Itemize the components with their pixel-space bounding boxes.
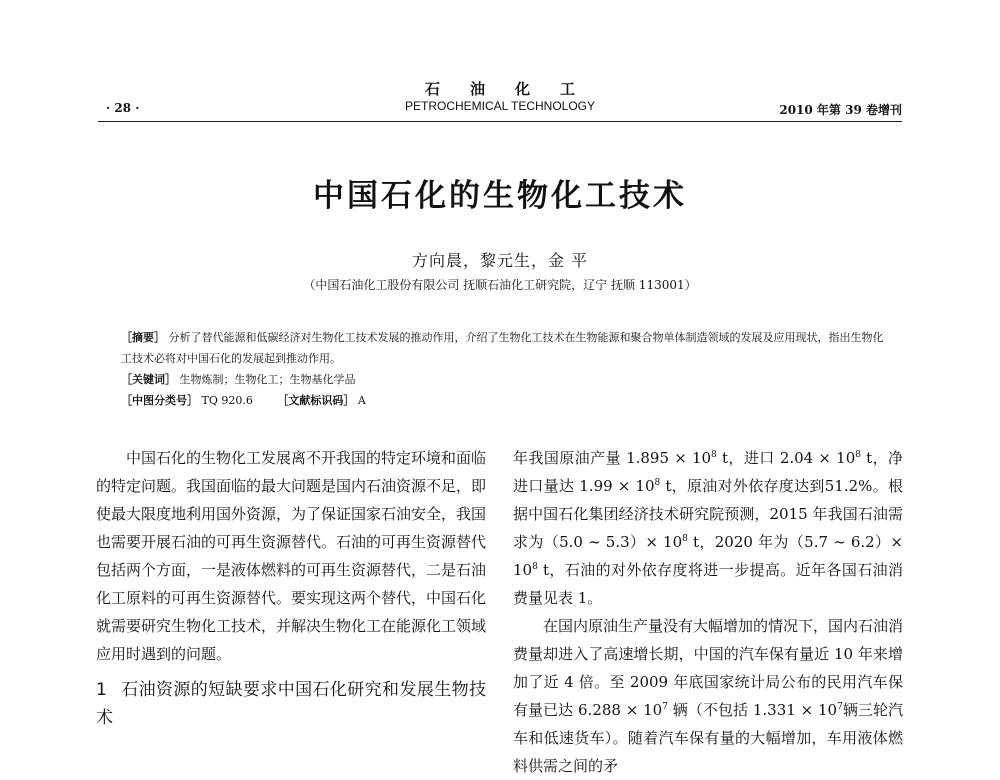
- issue-info: 2010 年第 39 卷增刊: [779, 103, 902, 117]
- article-title: 中国石化的生物化工技术: [313, 178, 687, 214]
- section-heading-1: [96, 676, 486, 732]
- class-label: ［中图分类号］: [121, 394, 198, 407]
- abstract-text: 分析了替代能源和低碳经济对生物化工技术发展的推动作用，介绍了生物化工技术在生物能源和聚合物单体制造领域的发展及应用现状，指出生物化工技术必将对中国石化的发展起到推动作用。: [121, 331, 884, 365]
- abstract: [121, 327, 891, 369]
- classification: [121, 390, 891, 411]
- section-title: 石油资源的短缺要求中国石化研究和发展生物技术: [96, 680, 486, 728]
- journal-name-en: PETROCHEMICAL TECHNOLOGY: [404, 99, 596, 113]
- class-value: TQ 920.6: [201, 394, 253, 407]
- keywords-text: 生物炼制；生物化工；生物基化学品: [179, 373, 356, 386]
- journal-name-cn: 石油化工: [424, 80, 605, 98]
- affiliation: （中国石油化工股份有限公司 抚顺石油化工研究院，辽宁 抚顺 113001）: [303, 278, 697, 292]
- header-rule: [98, 121, 902, 122]
- doc-code-value: A: [357, 394, 366, 407]
- keywords: [121, 369, 891, 390]
- right-column: [513, 444, 903, 780]
- abstract-block: [121, 327, 891, 411]
- intro-paragraph: 中国石化的生物化工发展离不开我国的特定环境和面临的特定问题。我国面临的最大问题是国内石油资源不足，即使最大限度地利用国外资源，为了保证国家石油安全，我国也需要开展石油的可再生资源替代。石油的可再生资源替代包括两个方面，一是液体燃料的可再生资源替代，二是石油化工原料的可再生资源替代。要实现这两个替代，中国石化就需要研究生物化工技术，并解决生物化工在能源化工领域应用时遇到的问题。: [96, 449, 487, 663]
- left-column: [96, 444, 486, 732]
- abstract-label: ［摘要］: [121, 331, 165, 344]
- paragraph-3: 在国内原油生产量没有大幅增加的情况下，国内石油消费量却进入了高速增长期，中国的汽车保有量近 10 年来增加了近 4 倍。至 2009 年底国家统计局公布的民用汽车保有量已达 $6.288 \times 10^7$ 辆（不包括 $1.331 \times 10^7$辆三轮汽车和低速货车）。随着汽车保有量的大幅增加，车用液体燃料供需之间的矛: [513, 617, 904, 775]
- paragraph-2: 年我国原油产量 $1.895 \times 10^8$ t，进口 $2.04 \times 10^8$ t，净进口量达 $1.99 \times 10^8$ t，原油对外依存度达到51.2%。根据中国石化集团经济技术研究院预测，2015 年我国石油需求为（5.0 ~ $5.3)\times 10^8$ t，2020 年为（5.7 ~ $6.2)\times 10^8$ t，石油的对外依存度将进一步提高。近年各国石油消费量见表 1。: [513, 449, 904, 607]
- section-number: 1: [96, 680, 107, 700]
- keywords-label: ［关键词］: [121, 373, 176, 386]
- doc-code-label: ［文献标识码］: [277, 394, 355, 407]
- authors: 方向晨，黎元生，金 平: [411, 251, 589, 270]
- page-number: · 28 ·: [106, 101, 140, 115]
